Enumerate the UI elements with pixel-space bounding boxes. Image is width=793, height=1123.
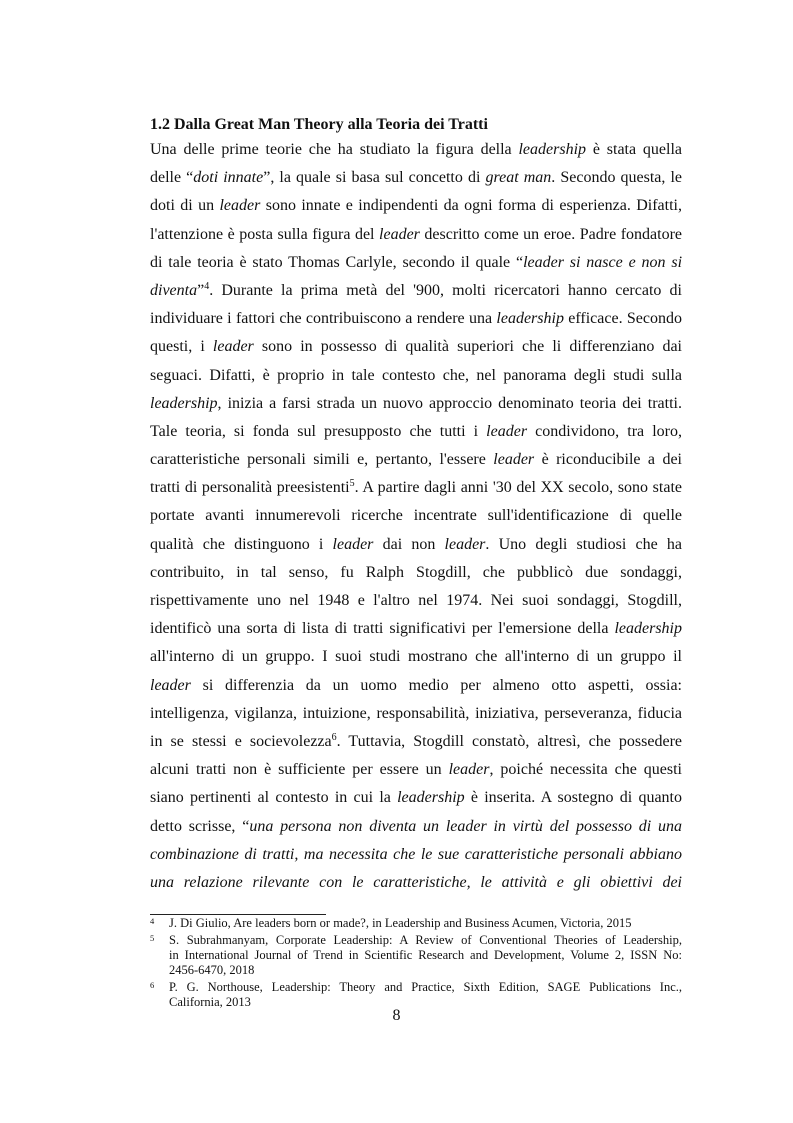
text-run: qualità che distinguono i — [150, 535, 333, 553]
italic-text: leader — [150, 676, 191, 694]
footnote-text — [169, 916, 682, 931]
body-line — [150, 869, 682, 897]
footnote-line: California, 2013 — [169, 995, 251, 1009]
footnote — [150, 916, 682, 931]
page-number: 8 — [392, 1007, 401, 1024]
body-line — [150, 813, 682, 841]
text-run: è riconducibile a dei — [534, 451, 682, 469]
italic-text: doti innate — [193, 169, 264, 187]
text-run: caratteristiche personali simili e, pertanto, l'essere — [150, 451, 494, 469]
text-run: . Tuttavia, Stogdill constatò, altresì, che possedere — [336, 732, 682, 750]
italic-text: leader — [493, 451, 535, 469]
text-run: Una delle prime teorie che ha studiato la figura della — [150, 141, 519, 158]
body-line — [150, 756, 682, 784]
text-run: individuare i fattori che contribuiscono a rendere una — [150, 310, 497, 328]
italic-text: una persona non diventa un leader in virtù del possesso di una — [249, 817, 683, 835]
italic-text: leader — [332, 535, 374, 553]
text-run: . Uno degli studiosi che ha — [485, 535, 683, 553]
text-run: ”, la quale si basa sul concetto di — [263, 169, 486, 187]
body-line — [150, 672, 682, 700]
footnote-text — [169, 933, 682, 978]
text-run: alcuni tratti non è sufficiente per essere un — [150, 761, 449, 779]
body-line — [150, 305, 682, 333]
footnote-ref: 6 — [331, 731, 337, 743]
footnote-line: P. G. Northouse, Leadership: Theory and Practice, Sixth Edition, SAGE Publications Inc., — [169, 980, 682, 994]
body-line — [150, 192, 682, 220]
italic-text: leader — [379, 225, 420, 243]
body-line — [150, 277, 682, 305]
body-line — [150, 531, 682, 559]
italic-text: leader — [219, 197, 261, 215]
italic-text: leader — [212, 338, 254, 356]
italic-text: combinazione di tratti, ma necessita che le sue caratteristiche personali abbiano — [150, 845, 682, 863]
italic-text: diventa — [150, 281, 198, 299]
body-line — [150, 136, 682, 164]
body-line — [150, 643, 682, 671]
text-run: siano pertinenti al contesto in cui la — [150, 789, 398, 807]
text-run: è stata quella — [586, 141, 682, 158]
body-line — [150, 446, 682, 474]
body-line — [150, 784, 682, 812]
text-run: sono innate e indipendenti da ogni forma di esperienza. Difatti, — [260, 197, 682, 215]
footnote — [150, 980, 682, 1010]
footnote — [150, 933, 682, 978]
footnote-line: S. Subrahmanyam, Corporate Leadership: A Review of Conventional Theories of Leadership, — [169, 933, 682, 947]
text-run: rispettivamente uno nel 1948 e l'altro nel 1974. Nei suoi sondaggi, Stogdill, — [150, 592, 682, 609]
body-line — [150, 249, 682, 277]
italic-text: leader — [448, 761, 490, 779]
body-line — [150, 418, 682, 446]
text-run: l'attenzione è posta sulla figura del — [150, 225, 380, 243]
section-heading: 1.2 Dalla Great Man Theory alla Teoria dei Tratti — [150, 116, 488, 133]
text-run: delle “ — [150, 169, 194, 187]
text-run: , inizia a farsi strada un nuovo approccio denominato teoria dei tratti. — [217, 394, 682, 412]
italic-text: leadership — [518, 141, 587, 158]
italic-text: leader si nasce e non si — [523, 253, 683, 271]
text-run: di tale teoria è stato Thomas Carlyle, secondo il quale “ — [150, 253, 524, 271]
footnote-ref: 5 — [349, 478, 355, 490]
footnote-text — [169, 980, 682, 1010]
body-line — [150, 559, 682, 587]
text-run: doti di un — [150, 197, 220, 215]
italic-text: leadership — [397, 789, 465, 807]
text-run: si differenzia da un uomo medio per almeno otto aspetti, ossia: — [190, 676, 682, 694]
italic-text: una relazione rilevante con le caratteristiche, le attività e gli obiettivi dei — [150, 873, 682, 891]
text-run: è inserita. A sostegno di quanto — [464, 789, 682, 807]
body-line — [150, 333, 682, 361]
text-run: sono in possesso di qualità superiori che li differenziano dai — [253, 338, 683, 356]
text-run: tratti di personalità preesistenti — [150, 479, 350, 497]
body-line — [150, 728, 682, 756]
body-line — [150, 390, 682, 418]
footnote-line: in International Journal of Trend in Scientific Research and Development, Volume 2, ISSN No: — [169, 948, 682, 962]
body-line — [150, 474, 682, 502]
footnote-separator — [150, 914, 326, 915]
body-line — [150, 502, 682, 530]
text-run: intelligenza, vigilanza, intuizione, responsabilità, iniziativa, perseveranza, fiducia — [150, 704, 682, 722]
text-run: questi, i — [150, 338, 213, 356]
italic-text: leadership — [496, 310, 564, 328]
body-line — [150, 221, 682, 249]
body-line — [150, 615, 682, 643]
footnotes — [150, 916, 682, 1012]
italic-text: leadership — [614, 620, 682, 638]
italic-text: leader — [444, 535, 486, 553]
body-paragraph — [150, 136, 682, 897]
italic-text: great man — [485, 169, 552, 187]
body-line — [150, 700, 682, 728]
text-run: dai non — [373, 535, 445, 553]
text-run: condividono, tra loro, — [527, 422, 682, 440]
text-run: identificò una sorta di lista di tratti significativi per l'emersione della — [150, 620, 615, 638]
footnote-line: 2456-6470, 2018 — [169, 963, 255, 977]
footnote-number: 5 — [150, 933, 155, 943]
text-run: all'interno di un gruppo. I suoi studi mostrano che all'interno di un gruppo il — [150, 648, 682, 666]
text-run: . Secondo questa, le — [551, 169, 683, 187]
text-run: efficace. Secondo — [563, 310, 683, 328]
text-run: detto scrisse, “ — [150, 817, 250, 835]
footnote-number: 6 — [150, 980, 155, 990]
text-run: seguaci. Difatti, è proprio in tale contesto che, nel panorama degli studi sulla — [150, 366, 682, 384]
text-run: ” — [197, 281, 205, 299]
text-run: contribuito, in tal senso, fu Ralph Stogdill, che pubblicò due sondaggi, — [150, 563, 682, 581]
footnote-number: 4 — [150, 916, 155, 926]
text-run: portate avanti innumerevoli ricerche incentrate sull'identificazione di quelle — [150, 507, 682, 525]
text-run: in se stessi e socievolezza — [150, 732, 332, 750]
footnote-line: J. Di Giulio, Are leaders born or made?, in Leadership and Business Acumen, Victoria, 2015 — [169, 916, 632, 930]
body-line — [150, 841, 682, 869]
footnote-ref: 4 — [204, 280, 210, 292]
body-line — [150, 164, 682, 192]
body-line — [150, 362, 682, 390]
text-run: descritto come un eroe. Padre fondatore — [419, 225, 682, 243]
body-line — [150, 587, 682, 615]
text-run: . Durante la prima metà del '900, molti ricercatori hanno cercato di — [209, 281, 682, 299]
text-run: , poiché necessita che questi — [489, 761, 683, 779]
italic-text: leader — [486, 422, 528, 440]
text-run: Tale teoria, si fonda sul presupposto che tutti i — [150, 422, 487, 440]
text-run: . A partire dagli anni '30 del XX secolo, sono state — [354, 479, 682, 497]
italic-text: leadership — [150, 394, 218, 412]
